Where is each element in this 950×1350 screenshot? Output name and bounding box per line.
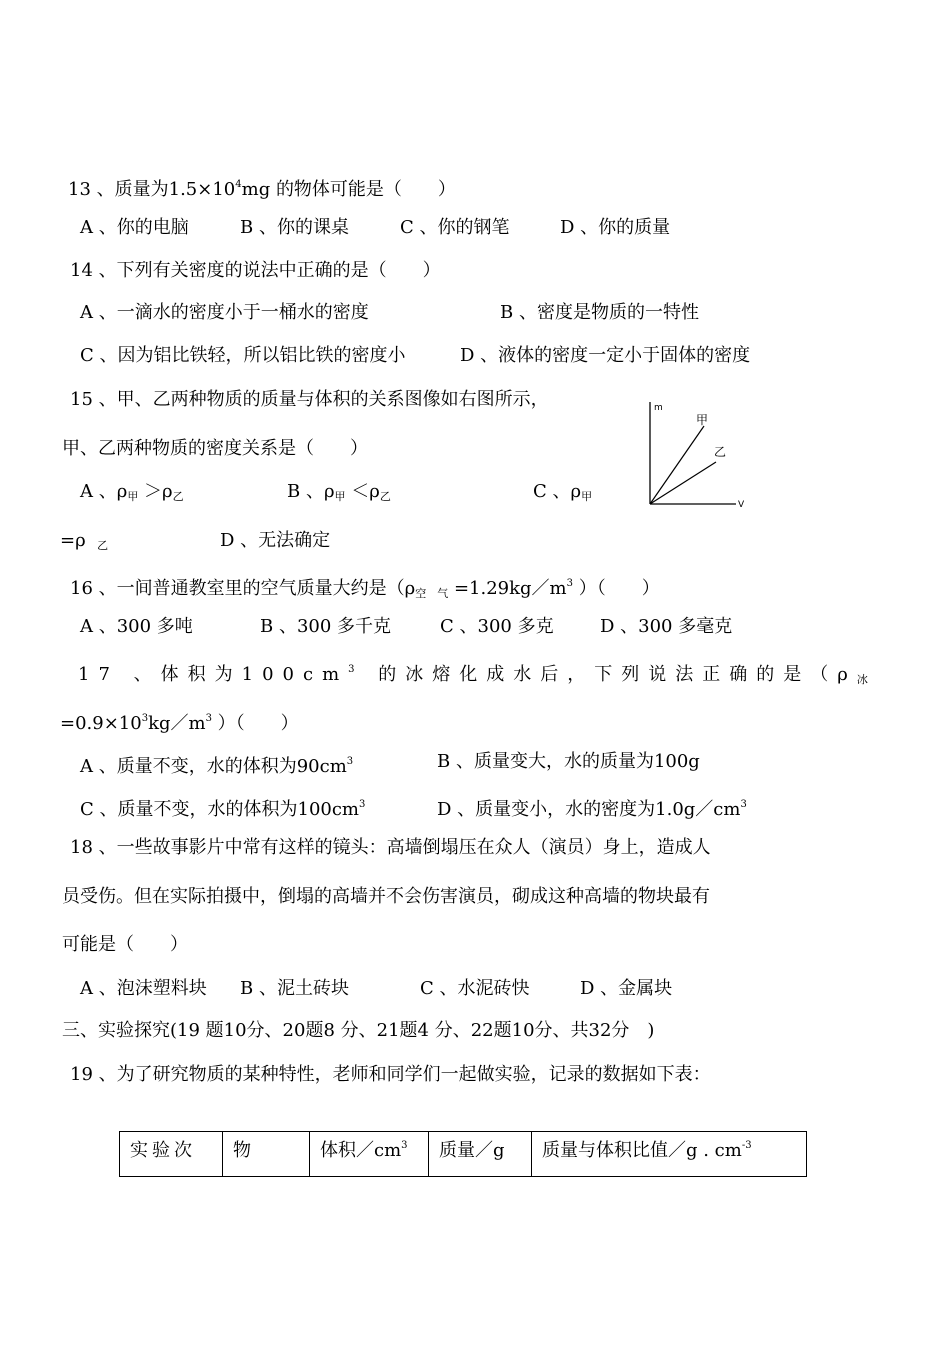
q15-option-d: D 、无法确定 (220, 530, 331, 551)
line-yi (650, 462, 716, 504)
line-jia-label: 甲 (696, 413, 709, 427)
q17-option-b: B 、质量变大，水的质量为100g (437, 751, 700, 772)
q17-stem: 17 、体积为$100cm^3$ 的冰熔化成水后，下列说法正确的是（$\rho_冰$ (78, 664, 877, 686)
x-axis-label: V (738, 500, 745, 510)
line-jia (650, 426, 704, 504)
y-axis-label: m (654, 403, 663, 413)
q18-stem-line2: 员受伤。但在实际拍摄中，倒塌的高墙并不会伤害演员，砌成这种高墙的物块最有 (62, 886, 710, 907)
q13-stem: 13 、质量为$1.5\times 10^4mg$ 的物体可能是（ ） (68, 179, 456, 200)
q18-stem-line3: 可能是（ ） (62, 934, 188, 955)
q18-option-d: D 、金属块 (580, 978, 673, 999)
q13-option-c: C 、你的钢笔 (400, 217, 510, 238)
q15-option-a: A 、$\rho_甲 >\rho_乙$ (80, 481, 184, 503)
q14-option-c: C 、因为铝比铁轻，所以铝比铁的密度小 (80, 345, 406, 366)
q18-option-a: A 、泡沫塑料块 (80, 978, 207, 999)
q18-stem-line1: 18 、一些故事影片中常有这样的镜头：高墙倒塌压在众人（演员）身上，造成人 (70, 837, 711, 858)
q17-option-c: C 、质量不变，水的体积为$100cm^3$ (80, 799, 366, 820)
q14-option-a: A 、一滴水的密度小于一桶水的密度 (80, 302, 369, 323)
q16-option-a: A 、300 多吨 (80, 616, 193, 637)
col-trial: 实验次 (120, 1132, 223, 1177)
section-3-title: 三、实验探究(19 题10分、20题8 分、21题4 分、22题10分、共32分 ) (62, 1020, 655, 1041)
q14-option-b: B 、密度是物质的一特性 (500, 302, 699, 323)
experiment-data-table (119, 1131, 807, 1177)
q16-stem: 16 、一间普通教室里的空气质量大约是（$\rho_{空 气}$ $=1.29kg/m^3$ ）（ ） (70, 578, 660, 600)
q15-option-c: C 、$\rho_甲$ (533, 481, 593, 503)
q16-option-d: D 、300 多毫克 (600, 616, 733, 637)
q15-option-c-continued: =ρ $_乙$ (60, 530, 109, 552)
col-mass: 质量／g (429, 1132, 532, 1177)
q18-option-c: C 、水泥砖快 (420, 978, 530, 999)
q14-option-d: D 、液体的密度一定小于固体的密度 (460, 345, 751, 366)
q15-stem-line1: 15 、甲、乙两种物质的质量与体积的关系图像如右图所示， (70, 389, 549, 410)
q13-option-d: D 、你的质量 (560, 217, 671, 238)
q19-stem: 19 、为了研究物质的某种特性，老师和同学们一起做实验，记录的数据如下表： (70, 1064, 711, 1085)
q17-stem-continued: $=0.9\times 10^3kg/m^3$ ）（ ） (60, 713, 299, 734)
q16-option-b: B 、300 多千克 (260, 616, 392, 637)
q14-stem: 14 、下列有关密度的说法中正确的是（ ） (70, 260, 441, 281)
q15-stem-line2: 甲、乙两种物质的密度关系是（ ） (62, 438, 368, 459)
q15-option-b: B 、$\rho_甲 <\rho_乙$ (287, 481, 391, 503)
col-ratio: 质量与体积比值／g . $cm^{-3}$ (532, 1132, 807, 1177)
mass-volume-graph (640, 396, 760, 516)
col-volume: 体积$/cm^3$ (310, 1132, 429, 1177)
line-yi-label: 乙 (714, 445, 727, 459)
q18-option-b: B 、泥土砖块 (240, 978, 349, 999)
q17-option-d: D 、质量变小，水的密度为$1.0g/cm^3$ (437, 799, 747, 820)
q17-option-a: A 、质量不变，水的体积为$90cm^3$ (80, 756, 354, 777)
table-header-row (120, 1132, 807, 1177)
q13-option-b: B 、你的课桌 (240, 217, 349, 238)
q16-option-c: C 、300 多克 (440, 616, 554, 637)
q13-option-a: A 、你的电脑 (80, 217, 189, 238)
col-substance: 物 (223, 1132, 310, 1177)
